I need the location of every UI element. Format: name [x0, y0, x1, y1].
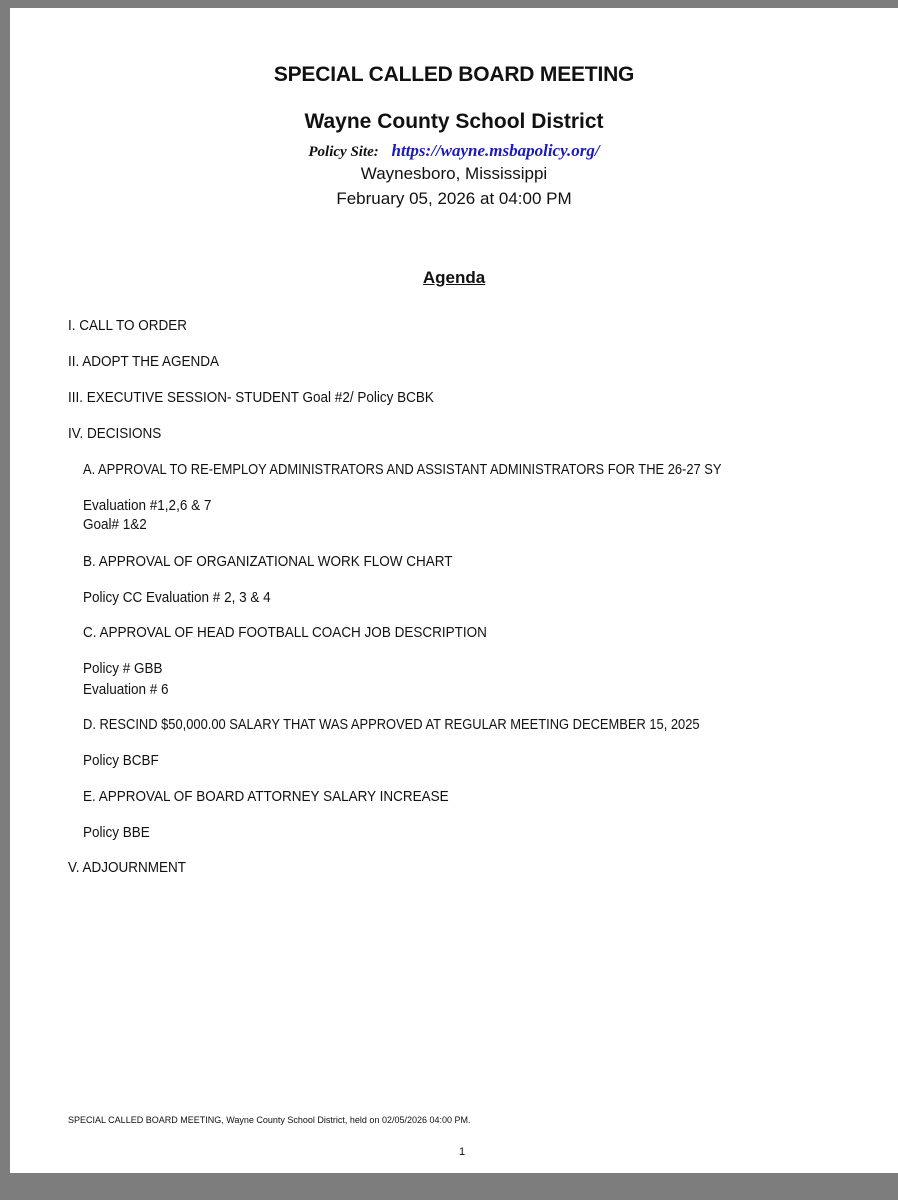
decision-e-policy: Policy BBE — [83, 824, 150, 841]
district-name: Wayne County School District — [304, 110, 604, 133]
agenda-item-adjournment: V. ADJOURNMENT — [68, 859, 187, 876]
decision-c-evaluation: Evaluation # 6 — [83, 681, 169, 698]
page-number: 1 — [458, 1146, 466, 1158]
decision-a-goal: Goal# 1&2 — [83, 516, 147, 533]
agenda-item-adopt-agenda: II. ADOPT THE AGENDA — [68, 353, 220, 370]
decision-d-policy: Policy BCBF — [83, 752, 159, 769]
document-page — [10, 8, 898, 1173]
decision-item-c: C. APPROVAL OF HEAD FOOTBALL COACH JOB DESCRIPTION — [83, 624, 487, 641]
meeting-datetime: February 05, 2026 at 04:00 PM — [336, 189, 572, 208]
decision-b-policy: Policy CC Evaluation # 2, 3 & 4 — [83, 589, 271, 606]
decision-item-d: D. RESCIND $50,000.00 SALARY THAT WAS APPROVED AT REGULAR MEETING DECEMBER 15, 2025 — [83, 716, 700, 733]
agenda-item-call-to-order: I. CALL TO ORDER — [68, 317, 188, 334]
decision-item-a: A. APPROVAL TO RE-EMPLOY ADMINISTRATORS AND ASSISTANT ADMINISTRATORS FOR THE 26-27 SY — [83, 461, 722, 478]
decision-item-b: B. APPROVAL OF ORGANIZATIONAL WORK FLOW CHART — [83, 553, 453, 570]
policy-site-link[interactable]: https://wayne.msbapolicy.org/ — [391, 141, 600, 160]
meeting-location: Waynesboro, Mississippi — [360, 164, 548, 183]
agenda-item-decisions: IV. DECISIONS — [68, 425, 162, 442]
policy-site-line — [10, 141, 898, 161]
decision-a-evaluation: Evaluation #1,2,6 & 7 — [83, 497, 212, 514]
agenda-item-executive-session: III. EXECUTIVE SESSION- STUDENT Goal #2/ Policy BCBK — [68, 389, 434, 406]
meeting-title: SPECIAL CALLED BOARD MEETING — [273, 63, 635, 86]
page-footer: SPECIAL CALLED BOARD MEETING, Wayne County School District, held on 02/05/2026 04:00 PM. — [68, 1115, 471, 1125]
decision-item-e: E. APPROVAL OF BOARD ATTORNEY SALARY INCREASE — [83, 788, 449, 805]
agenda-heading: Agenda — [422, 268, 486, 287]
decision-c-policy: Policy # GBB — [83, 660, 163, 677]
policy-site-label: Policy Site: — [308, 144, 379, 160]
